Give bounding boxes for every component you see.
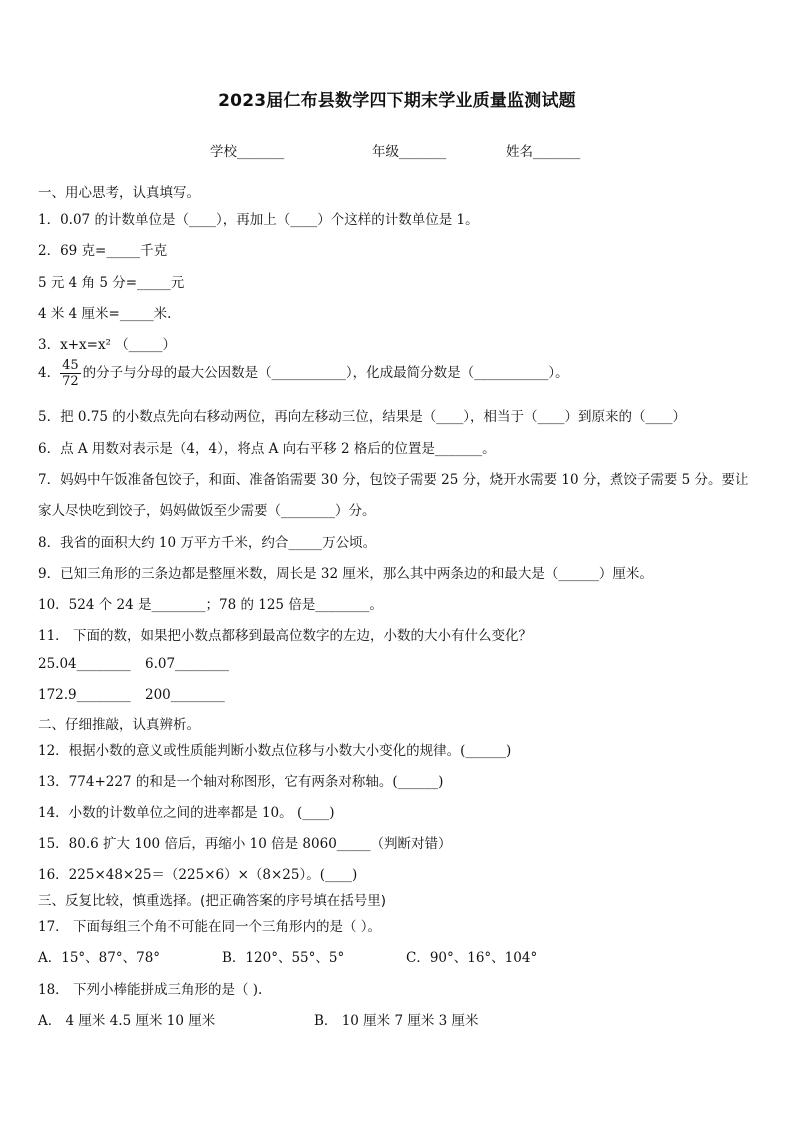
student-name-field: 姓名_______: [506, 144, 581, 160]
section-2-heading: 二、仔细推敲，认真辨析。: [38, 717, 200, 733]
question-10: 10．524 个 24 是________；78 的 125 倍是________。: [38, 597, 383, 613]
fraction: [60, 358, 81, 389]
question-17-option-b: B．120°、55°、5°: [222, 950, 345, 966]
question-11-item-b: 6.07________: [145, 656, 230, 672]
question-9: 9．已知三角形的三条边都是整厘米数，周长是 32 厘米，那么其中两条边的和最大是（______）厘米。: [38, 566, 653, 582]
grade-field: 年级_______: [372, 144, 447, 160]
question-17-option-c: C．90°、16°、104°: [406, 950, 538, 966]
fraction-denominator: 72: [62, 374, 79, 389]
question-1: 1．0.07 的计数单位是（____），再加上（____）个这样的计数单位是 1。: [38, 212, 479, 228]
school-field: 学校_______: [210, 144, 285, 160]
question-14: 14．小数的计数单位之间的进率都是 10。 (____): [38, 805, 335, 821]
question-12: 12．根据小数的意义或性质能判断小数点位移与小数大小变化的规律。(______): [38, 743, 512, 759]
question-8: 8．我省的面积大约 10 万平方千米，约合_____万公顷。: [38, 535, 377, 551]
question-13: 13．774+227 的和是一个轴对称图形，它有两条对称轴。(______): [38, 774, 444, 790]
section-1-heading: 一、用心思考，认真填写。: [38, 185, 200, 201]
exam-title: 2023届仁布县数学四下期末学业质量监测试题: [218, 91, 576, 111]
question-4: [38, 358, 569, 389]
question-4-number: 4．: [38, 365, 61, 381]
question-7-line-2: 家人尽快吃到饺子，妈妈做饭至少需要（________）分。: [38, 503, 376, 519]
fraction-numerator: 45: [62, 358, 79, 373]
question-17: 17． 下面每组三个角不可能在同一个三角形内的是（ ）。: [38, 919, 382, 935]
question-18: 18． 下列小棒能拼成三角形的是（ ).: [38, 982, 263, 998]
question-17-option-a: A．15°、87°、78°: [38, 950, 161, 966]
question-11-item-c: 172.9________: [38, 687, 131, 703]
question-11-item-d: 200________: [145, 687, 225, 703]
question-2a: 2．69 克=_____千克: [38, 243, 168, 259]
section-3-heading: 三、反复比较，慎重选择。(把正确答案的序号填在括号里): [38, 893, 387, 909]
question-11-item-a: 25.04________: [38, 656, 131, 672]
question-6: 6．点 A 用数对表示是（4，4），将点 A 向右平移 2 格后的位置是_______。: [38, 441, 496, 457]
question-2b: 5 元 4 角 5 分=_____元: [38, 275, 185, 291]
question-16: 16．225×48×25＝（225×6）×（8×25）。(____): [38, 867, 358, 883]
question-11: 11． 下面的数，如果把小数点都移到最高位数字的左边，小数的大小有什么变化？: [38, 628, 532, 644]
question-18-option-a: A． 4 厘米 4.5 厘米 10 厘米: [38, 1013, 216, 1029]
question-4-text: 的分子与分母的最大公因数是（___________），化成最简分数是（___________）。: [82, 365, 569, 381]
question-18-option-b: B． 10 厘米 7 厘米 3 厘米: [314, 1013, 479, 1029]
question-5: 5．把 0.75 的小数点先向右移动两位，再向左移动三位，结果是（____），相当于（____）到原来的（____）: [38, 409, 686, 425]
question-7-line-1: 7．妈妈中午饭准备包饺子，和面、准备馅需要 30 分，包饺子需要 25 分，烧开水需要 10 分，煮饺子需要 5 分。要让: [38, 472, 749, 488]
question-15: 15．80.6 扩大 100 倍后，再缩小 10 倍是 8060_____（判断对错）: [38, 836, 452, 852]
question-3: 3．x+x=x² （_____）: [38, 337, 177, 353]
question-2c: 4 米 4 厘米=_____米.: [38, 306, 172, 322]
